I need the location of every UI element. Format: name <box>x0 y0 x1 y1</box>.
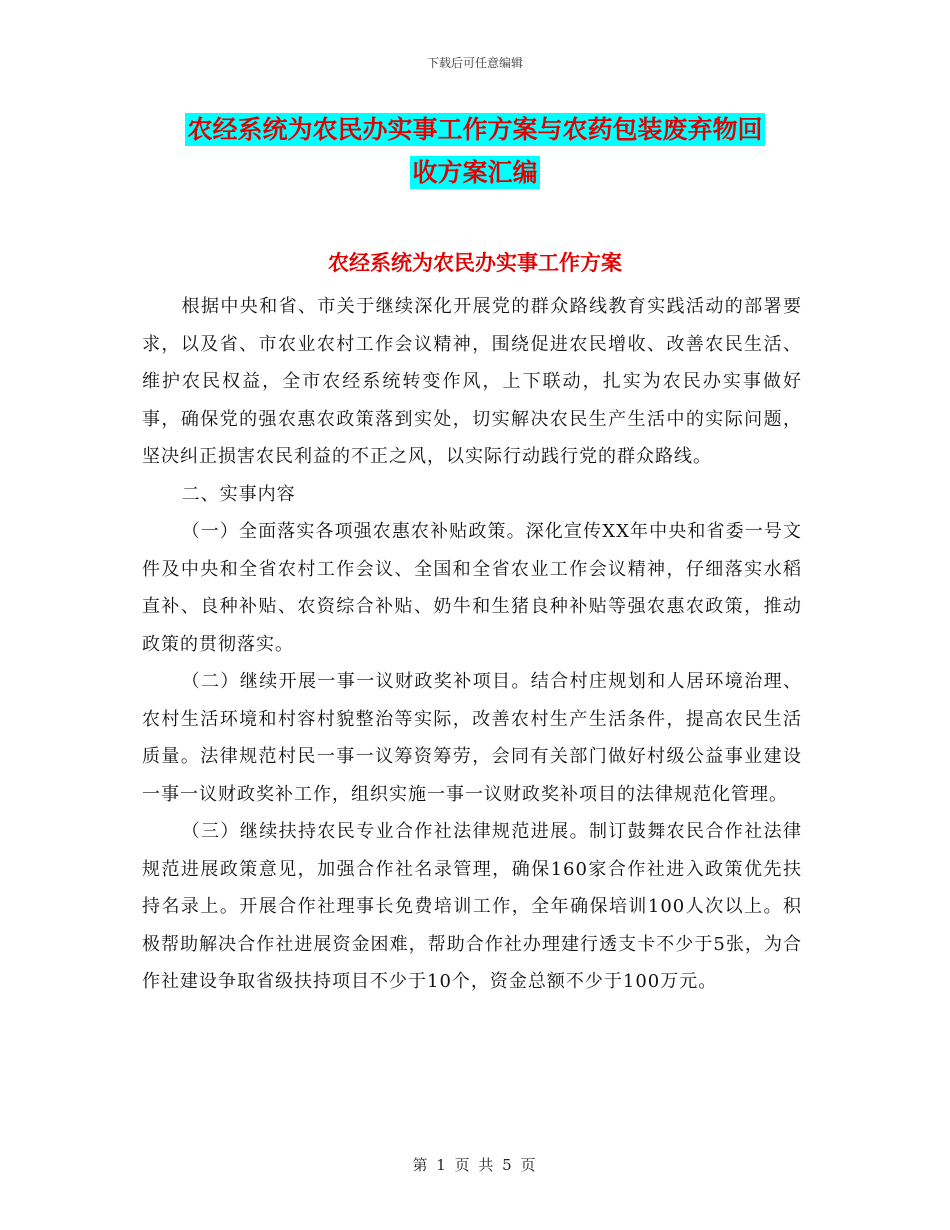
paragraph-item-2: （二）继续开展一事一议财政奖补项目。结合村庄规划和人居环境治理、农村生活环境和村容村貌整治等实际，改善农村生产生活条件，提高农民生活质量。法律规范村民一事一议筹资筹劳，会同有关部门做好村级公益事业建设一事一议财政奖补工作，组织实施一事一议财政奖补项目的法律规范化管理。 <box>142 671 802 805</box>
paragraph-intro: 根据中央和省、市关于继续深化开展党的群众路线教育实践活动的部署要求，以及省、市农业农村工作会议精神，围绕促进农民增收、改善农民生活、维护农民权益，全市农经系统转变作风，上下联动，扎实为农民办实事做好事，确保党的强农惠农政策落到实处，切实解决农民生产生活中的实际问题，坚决纠正损害农民利益的不正之风，以实际行动践行党的群众路线。 <box>142 296 802 467</box>
paragraph-item-3: （三）继续扶持农民专业合作社法律规范进展。制订鼓舞农民合作社法律规范进展政策意见，加强合作社名录管理，确保160家合作社进入政策优先扶持名录上。开展合作社理事长免费培训工作，全年确保培训100人次以上。积极帮助解决合作社进展资金困难，帮助合作社办理建行透支卡不少于5张，为合作社建设争取省级扶持项目不少于10个，资金总额不少于100万元。 <box>142 821 802 992</box>
document-title-line-2 <box>0 153 950 193</box>
document-title-text-1: 农经系统为农民办实事工作方案与农药包装废弃物回 <box>187 115 763 144</box>
paragraph-item-1: （一）全面落实各项强农惠农补贴政策。深化宣传XX年中央和省委一号文件及中央和全省农村工作会议、全国和全省农业工作会议精神，仔细落实水稻直补、良种补贴、农资综合补贴、奶牛和生猪良种补贴等强农惠农政策，推动政策的贯彻落实。 <box>142 521 802 655</box>
document-body <box>142 288 802 1001</box>
document-title-text-2: 收方案汇编 <box>412 158 538 187</box>
paragraph-heading-content: 二、实事内容 <box>181 483 296 505</box>
page-header-note: 下载后可任意编辑 <box>426 56 523 70</box>
document-title-line-1 <box>0 110 950 150</box>
page-number-footer: 第 1 页 共 5 页 <box>412 1156 538 1174</box>
section-title: 农经系统为农民办实事工作方案 <box>328 251 622 275</box>
